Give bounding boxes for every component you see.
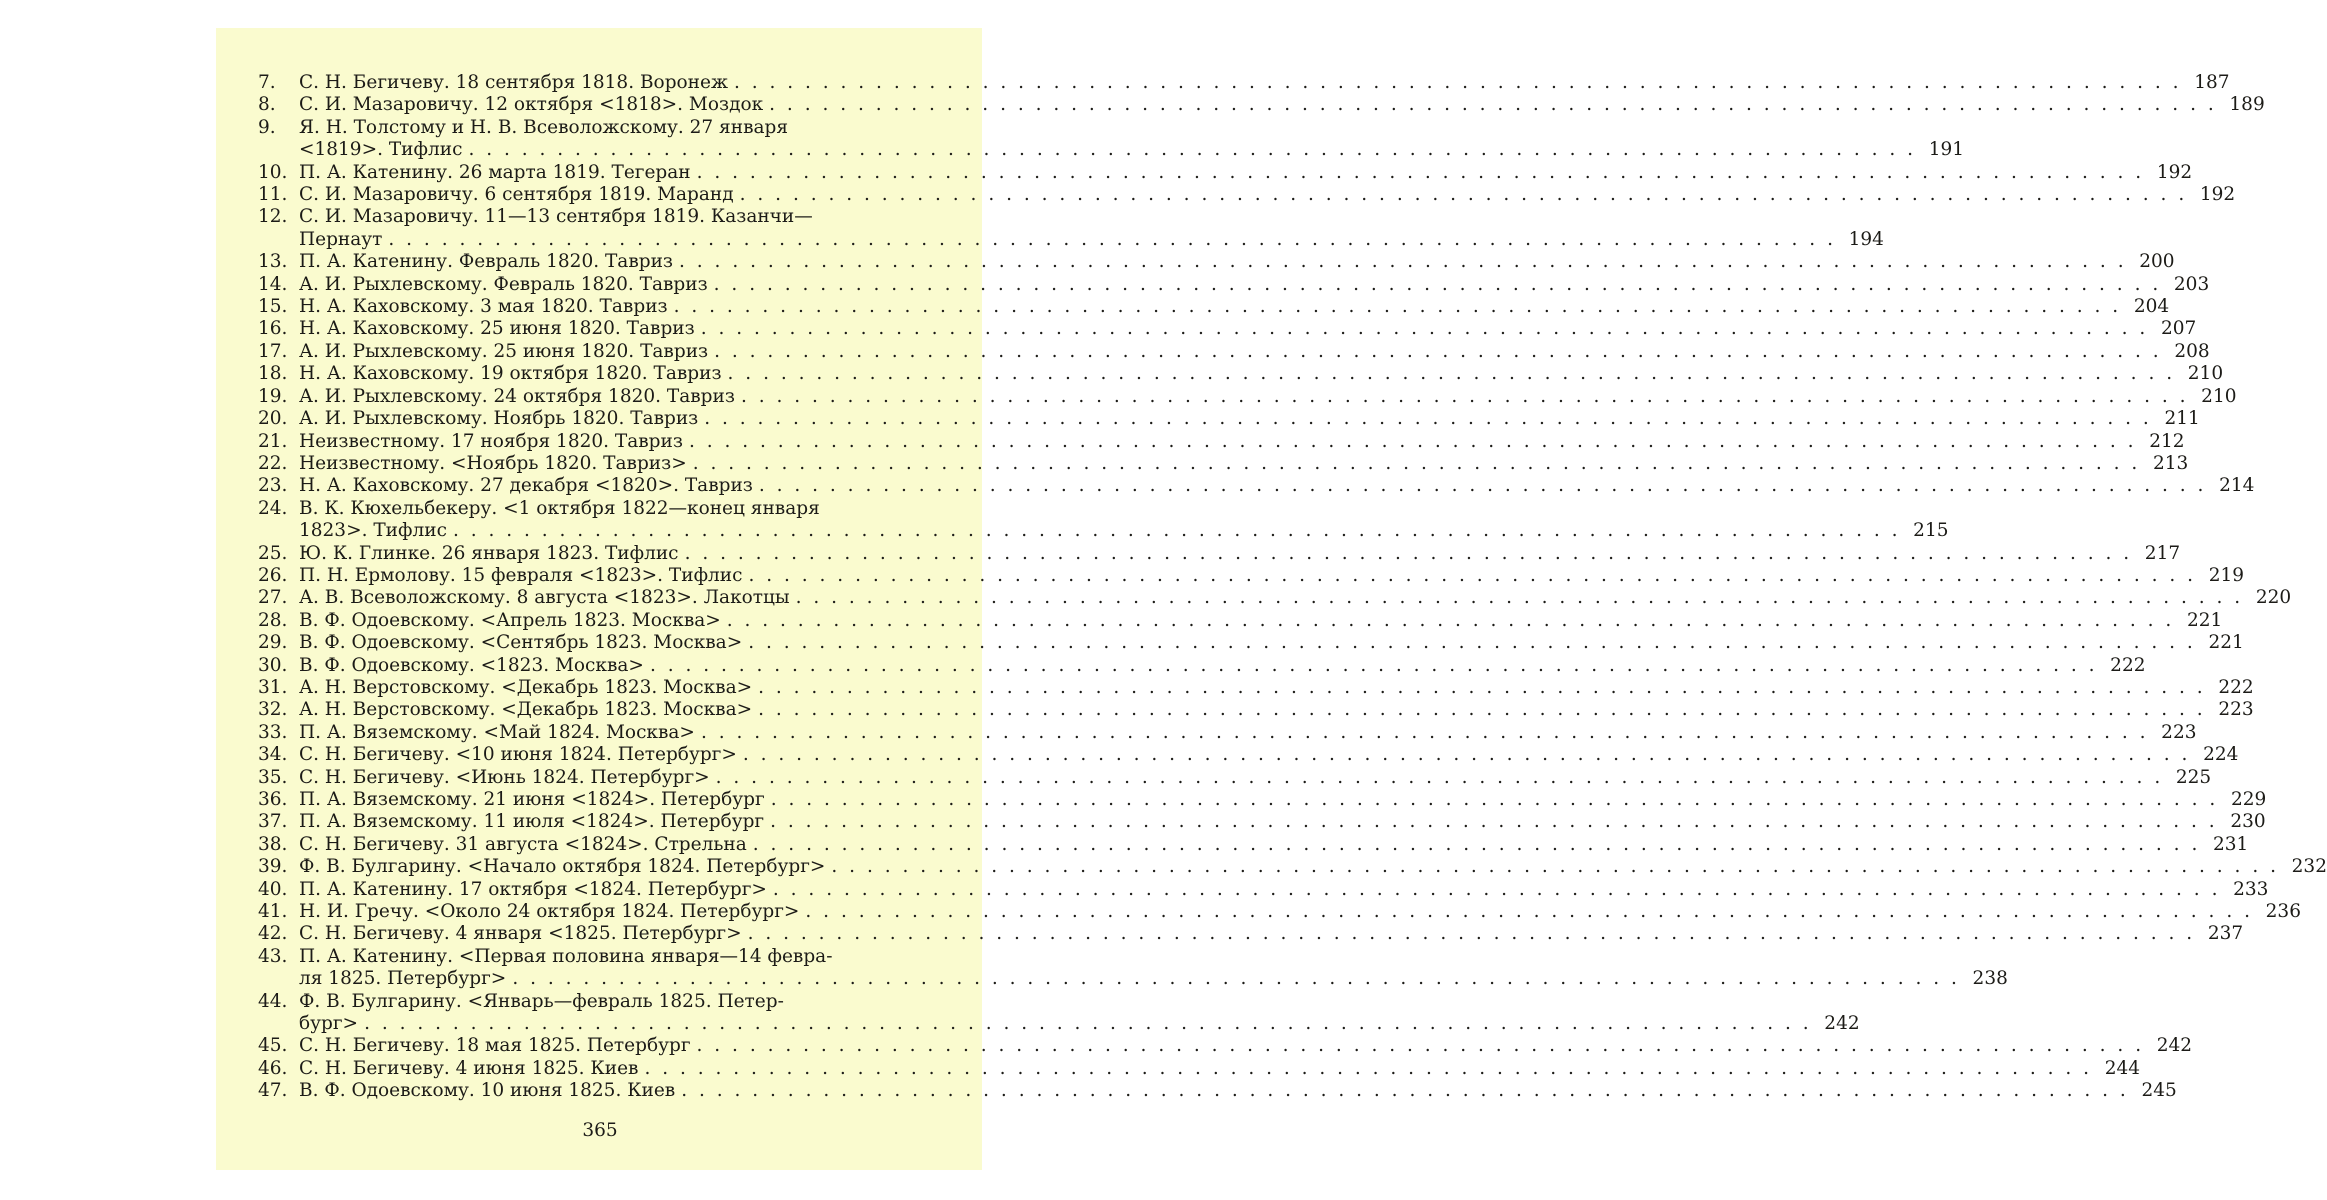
toc-entry: [258, 721, 2197, 744]
entry-number: 8.: [258, 94, 276, 116]
entry-title: А. Н. Верстовскому. <Декабрь 1823. Москва>: [299, 676, 753, 698]
entry-title: <1819>. Тифлис: [299, 139, 463, 161]
toc-entry: [258, 744, 2239, 766]
dot-leader: [701, 722, 2149, 744]
entry-line: [299, 1035, 2193, 1057]
entry-title: В. Ф. Одоевскому. <Сентябрь 1823. Москва>: [299, 632, 743, 654]
toc-entry: [258, 923, 2244, 945]
entry-title: П. А. Вяземскому. <Май 1824. Москва>: [299, 721, 695, 743]
entry-body: [299, 94, 2265, 116]
entry-line: [299, 632, 2244, 654]
entry-title: С. Н. Бегичеву. 4 января <1825. Петербург>: [299, 923, 742, 945]
entry-body: [299, 654, 2146, 677]
entry-title: Н. А. Каховскому. 3 мая 1820. Тавриз: [299, 296, 668, 318]
page-reference: 213: [2152, 452, 2189, 474]
entry-body: [299, 564, 2245, 587]
entry-line: [299, 206, 882, 228]
entry-line: [299, 789, 2267, 811]
entry-number: 46.: [258, 1057, 288, 1079]
entry-body: [299, 811, 2266, 833]
entry-title: С. Н. Бегичеву. 4 июня 1825. Киев: [299, 1057, 639, 1079]
page-reference: 231: [2213, 833, 2249, 855]
dot-leader: [674, 296, 2122, 318]
entry-body: [299, 475, 2255, 497]
page-reference: 189: [2229, 94, 2265, 116]
page-reference: 203: [2173, 273, 2210, 295]
page-reference: 224: [2203, 744, 2239, 766]
dot-leader: [650, 655, 2098, 677]
entry-body: [299, 901, 2301, 923]
dot-leader: [681, 1080, 2129, 1102]
dot-leader: [758, 677, 2206, 699]
entry-title: С. Н. Бегичеву. 18 мая 1825. Петербург: [299, 1035, 691, 1057]
page-reference: 220: [2255, 587, 2292, 609]
entry-line: [299, 117, 882, 139]
entry-line: [299, 363, 2224, 385]
toc-entry: [258, 72, 2230, 94]
entry-line: [299, 923, 2244, 945]
entry-title: С. Н. Бегичеву. <Июнь 1824. Петербург>: [299, 766, 710, 788]
toc-entry: [258, 340, 2210, 363]
entry-title: П. А. Катенину. 26 марта 1819. Тегеран: [299, 161, 691, 183]
entry-line: [299, 542, 2181, 565]
dot-leader: [769, 94, 2217, 116]
page-reference: 233: [2233, 878, 2269, 900]
page-reference: 208: [2174, 340, 2210, 362]
dot-leader: [689, 431, 2137, 453]
page-reference: 232: [2291, 856, 2327, 878]
page-reference: 211: [2164, 408, 2200, 430]
entry-body: [299, 206, 1884, 251]
entry-title: ля 1825. Петербург>: [299, 968, 507, 990]
toc-entry: [258, 251, 2175, 273]
entry-title: Н. И. Гречу. <Около 24 октября 1824. Петербург>: [299, 901, 800, 923]
entry-line: [299, 452, 2189, 475]
entry-body: [299, 789, 2267, 811]
page-reference: 222: [2110, 654, 2146, 676]
entry-line: [299, 1013, 1860, 1035]
entry-line: [299, 318, 2197, 340]
entry-number: 11.: [258, 184, 288, 206]
entry-line: [299, 296, 2170, 318]
entry-number: 15.: [258, 296, 288, 318]
dot-leader: [697, 1035, 2145, 1057]
toc-entry: [258, 878, 2269, 901]
entry-number: 25.: [258, 542, 288, 564]
entry-title: Пернаут: [299, 228, 383, 250]
entry-body: [299, 161, 2193, 184]
dot-leader: [364, 1013, 1812, 1035]
dot-leader: [748, 923, 2196, 945]
dot-leader: [679, 251, 2127, 273]
entry-body: [299, 945, 2008, 991]
page-reference: 238: [1972, 968, 2008, 990]
page-reference: 192: [2156, 161, 2193, 183]
toc-entry: [258, 1057, 2140, 1080]
dot-leader: [512, 968, 1960, 990]
page-reference: 223: [2218, 699, 2254, 721]
toc-entry: [258, 856, 2327, 878]
entry-number: 30.: [258, 654, 288, 676]
entry-body: [299, 452, 2189, 475]
entry-line: [299, 184, 2236, 206]
entry-number: 16.: [258, 318, 288, 340]
dot-leader: [805, 901, 2253, 923]
entry-number: 47.: [258, 1080, 288, 1102]
entry-title: А. Н. Верстовскому. <Декабрь 1823. Москва>: [299, 699, 753, 721]
dot-leader: [704, 408, 2152, 430]
toc-entry: [258, 116, 1964, 162]
dot-leader: [773, 879, 2221, 901]
page-reference: 200: [2139, 251, 2175, 273]
entry-number: 13.: [258, 251, 288, 273]
entry-body: [299, 699, 2254, 721]
entry-line: [299, 564, 2245, 587]
entry-line: [299, 856, 2327, 878]
entry-body: [299, 632, 2244, 654]
entry-body: [299, 744, 2239, 766]
page-reference: 219: [2208, 564, 2245, 586]
entry-line: [299, 161, 2193, 184]
page-reference: 210: [2201, 385, 2237, 407]
dot-leader: [748, 632, 2196, 654]
dot-leader: [727, 610, 2175, 632]
entry-number: 43.: [258, 945, 288, 967]
entry-title: А. И. Рыхлевскому. Ноябрь 1820. Тавриз: [299, 408, 699, 430]
entry-number: 24.: [258, 497, 288, 519]
dot-leader: [734, 72, 2182, 94]
entry-number: 38.: [258, 833, 288, 855]
toc-entry: [258, 587, 2292, 609]
page-reference: 222: [2218, 676, 2254, 698]
entry-number: 10.: [258, 161, 288, 183]
dot-leader: [743, 744, 2191, 766]
entry-title: П. А. Вяземскому. 21 июня <1824>. Петербург: [299, 789, 765, 810]
entry-body: [299, 1035, 2193, 1057]
entry-line: [299, 946, 882, 968]
toc-entry: [258, 766, 2212, 789]
entry-number: 41.: [258, 901, 288, 923]
entry-line: [299, 654, 2146, 677]
toc-entry: [258, 296, 2170, 318]
entry-body: [299, 878, 2269, 901]
entry-line: [299, 340, 2210, 363]
toc-entry: [258, 408, 2200, 430]
entry-line: [299, 721, 2197, 744]
entry-body: [299, 385, 2237, 408]
toc-entry: [258, 206, 1884, 251]
entry-body: [299, 296, 2170, 318]
dot-leader: [468, 139, 1916, 161]
toc-entry: [258, 542, 2181, 565]
dot-leader: [685, 543, 2133, 565]
entry-line: [299, 273, 2210, 296]
entry-title: С. И. Мазаровичу. 6 сентября 1819. Маранд: [299, 184, 734, 206]
entry-body: [299, 318, 2197, 340]
entry-number: 28.: [258, 609, 288, 631]
page-number: 365: [582, 1120, 618, 1141]
entry-number: 37.: [258, 811, 288, 833]
entry-title: Н. А. Каховскому. 27 декабря <1820>. Тавриз: [299, 475, 753, 497]
page-reference: 242: [2156, 1035, 2193, 1057]
entry-line: [299, 968, 2008, 990]
toc-entry: [258, 430, 2185, 453]
entry-title: В. Ф. Одоевскому. 10 июня 1825. Киев: [299, 1080, 676, 1102]
table-of-contents: [258, 72, 2327, 1103]
entry-title: П. А. Катенину. Февраль 1820. Тавриз: [299, 251, 674, 273]
entry-body: [299, 116, 1964, 162]
entry-body: [299, 923, 2244, 945]
entry-title: А. И. Рыхлевскому. 24 октября 1820. Тавриз: [299, 385, 735, 407]
entry-line: [299, 251, 2175, 273]
page-reference: 214: [2219, 475, 2255, 497]
entry-title: В. К. Кюхельбекеру. <1 октября 1822—конец января: [299, 497, 820, 519]
toc-entry: [258, 609, 2223, 632]
entry-body: [299, 363, 2224, 385]
entry-line: [299, 228, 1884, 251]
page-reference: 191: [1928, 139, 1964, 161]
entry-line: [299, 991, 882, 1013]
entry-number: 17.: [258, 340, 288, 362]
dot-leader: [644, 1058, 2092, 1080]
entry-title: В. Ф. Одоевскому. <Апрель 1823. Москва>: [299, 609, 721, 631]
entry-line: [299, 385, 2237, 408]
page-reference: 187: [2194, 72, 2230, 93]
dot-leader: [714, 274, 2162, 296]
dot-leader: [693, 453, 2141, 475]
entry-title: П. А. Катенину. <Первая половина января—14 февра-: [299, 945, 833, 967]
dot-leader: [770, 811, 2218, 833]
dot-leader: [740, 184, 2188, 206]
entry-number: 36.: [258, 789, 288, 810]
toc-entry: [258, 318, 2197, 340]
entry-title: Ф. В. Булгарину. <Начало октября 1824. Петербург>: [299, 856, 826, 878]
page-reference: 236: [2265, 901, 2301, 923]
page-reference: 244: [2104, 1057, 2140, 1079]
entry-line: [299, 475, 2255, 497]
toc-entry: [258, 699, 2254, 721]
entry-body: [299, 273, 2210, 296]
entry-body: [299, 587, 2292, 609]
toc-entry: [258, 497, 1949, 543]
entry-body: [299, 609, 2223, 632]
entry-number: 9.: [258, 116, 276, 138]
dot-leader: [701, 318, 2149, 340]
toc-entry: [258, 945, 2008, 991]
entry-body: [299, 1057, 2140, 1080]
toc-entry: [258, 273, 2210, 296]
toc-entry: [258, 1035, 2193, 1057]
entry-body: [299, 72, 2230, 94]
entry-title: П. А. Катенину. 17 октября <1824. Петербург>: [299, 878, 767, 900]
entry-number: 44.: [258, 990, 288, 1012]
entry-body: [299, 833, 2249, 856]
page-reference: 221: [2187, 609, 2223, 631]
entry-body: [299, 856, 2327, 878]
entry-number: 19.: [258, 385, 288, 407]
toc-entry: [258, 1080, 2177, 1102]
dot-leader: [771, 789, 2219, 811]
dot-leader: [741, 386, 2189, 408]
entry-line: [299, 901, 2301, 923]
entry-number: 29.: [258, 632, 288, 654]
entry-line: [299, 94, 2265, 116]
toc-entry: [258, 184, 2236, 206]
entry-line: [299, 72, 2230, 94]
page-reference: 215: [1913, 520, 1949, 542]
page-reference: 210: [2187, 363, 2224, 385]
entry-title: С. И. Мазаровичу. 11—13 сентября 1819. Казанчи—: [299, 206, 813, 228]
entry-number: 23.: [258, 475, 288, 497]
entry-number: 20.: [258, 408, 288, 430]
entry-number: 7.: [258, 72, 276, 93]
toc-entry: [258, 811, 2266, 833]
entry-title: Н. А. Каховскому. 19 октября 1820. Тавриз: [299, 363, 722, 385]
page-reference: 229: [2230, 789, 2267, 810]
dot-leader: [759, 475, 2207, 497]
entry-number: 35.: [258, 766, 288, 788]
entry-title: С. Н. Бегичеву. <10 июня 1824. Петербург>: [299, 744, 737, 766]
entry-line: [299, 676, 2254, 699]
dot-leader: [697, 162, 2145, 184]
entry-title: А. И. Рыхлевскому. 25 июня 1820. Тавриз: [299, 340, 709, 362]
entry-line: [299, 520, 1949, 542]
entry-title: П. Н. Ермолову. 15 февраля <1823>. Тифлис: [299, 564, 743, 586]
entry-line: [299, 498, 882, 520]
entry-number: 18.: [258, 363, 288, 385]
dot-leader: [714, 341, 2162, 363]
entry-line: [299, 766, 2212, 789]
page-reference: 223: [2161, 721, 2197, 743]
toc-entry: [258, 990, 1860, 1036]
dot-leader: [831, 856, 2279, 878]
entry-line: [299, 430, 2185, 453]
page-reference: 217: [2144, 542, 2181, 564]
entry-title: С. И. Мазаровичу. 12 октября <1818>. Моздок: [299, 94, 764, 116]
entry-number: 42.: [258, 923, 288, 945]
entry-body: [299, 676, 2254, 699]
entry-line: [299, 609, 2223, 632]
entry-title: бург>: [299, 1013, 359, 1035]
entry-number: 21.: [258, 430, 288, 452]
entry-title: Неизвестному. 17 ноября 1820. Тавриз: [299, 430, 683, 452]
toc-entry: [258, 632, 2244, 654]
dot-leader: [758, 699, 2206, 721]
page-reference: 204: [2133, 296, 2170, 318]
page-reference: 194: [1848, 228, 1884, 250]
entry-line: [299, 408, 2200, 430]
dot-leader: [796, 587, 2244, 609]
dot-leader: [749, 565, 2197, 587]
entry-line: [299, 878, 2269, 901]
entry-body: [299, 542, 2181, 565]
dot-leader: [388, 229, 1836, 251]
entry-number: 31.: [258, 676, 288, 698]
page-reference: 225: [2175, 766, 2212, 788]
entry-number: 34.: [258, 744, 288, 766]
entry-title: С. Н. Бегичеву. 31 августа <1824>. Стрельна: [299, 833, 747, 855]
entry-line: [299, 811, 2266, 833]
entry-body: [299, 766, 2212, 789]
entry-number: 26.: [258, 564, 288, 586]
entry-number: 32.: [258, 699, 288, 721]
toc-entry: [258, 363, 2224, 385]
entry-line: [299, 699, 2254, 721]
dot-leader: [716, 767, 2164, 789]
entry-line: [299, 139, 1964, 161]
entry-line: [299, 833, 2249, 856]
toc-entry: [258, 901, 2301, 923]
entry-number: 14.: [258, 273, 288, 295]
toc-entry: [258, 833, 2249, 856]
toc-entry: [258, 94, 2265, 116]
entry-number: 27.: [258, 587, 288, 609]
toc-entry: [258, 564, 2245, 587]
entry-title: С. Н. Бегичеву. 18 сентября 1818. Воронеж: [299, 72, 728, 93]
page-reference: 242: [1824, 1013, 1860, 1035]
entry-number: 22.: [258, 452, 288, 474]
entry-title: Ю. К. Глинке. 26 января 1823. Тифлис: [299, 542, 679, 564]
entry-title: А. В. Всеволожскому. 8 августа <1823>. Лакотцы: [299, 587, 790, 609]
page-reference: 192: [2199, 184, 2236, 206]
entry-line: [299, 1057, 2140, 1080]
entry-body: [299, 251, 2175, 273]
entry-body: [299, 497, 1949, 543]
entry-body: [299, 340, 2210, 363]
page-reference: 221: [2208, 632, 2244, 654]
entry-title: 1823>. Тифлис: [299, 520, 447, 542]
entry-body: [299, 184, 2236, 206]
entry-title: В. Ф. Одоевскому. <1823. Москва>: [299, 654, 644, 676]
entry-number: 39.: [258, 856, 288, 878]
entry-title: А. И. Рыхлевскому. Февраль 1820. Тавриз: [299, 273, 708, 295]
entry-title: Неизвестному. <Ноябрь 1820. Тавриз>: [299, 452, 687, 474]
toc-entry: [258, 475, 2255, 497]
toc-entry: [258, 654, 2146, 677]
entry-title: П. А. Вяземскому. 11 июля <1824>. Петербург: [299, 811, 765, 833]
dot-leader: [753, 834, 2201, 856]
entry-title: Н. А. Каховскому. 25 июня 1820. Тавриз: [299, 318, 695, 340]
toc-entry: [258, 385, 2237, 408]
page-reference: 230: [2230, 811, 2266, 833]
entry-number: 40.: [258, 878, 288, 900]
toc-entry: [258, 789, 2267, 811]
entry-body: [299, 430, 2185, 453]
entry-body: [299, 1080, 2177, 1102]
entry-line: [299, 744, 2239, 766]
toc-entry: [258, 676, 2254, 699]
toc-entry: [258, 161, 2193, 184]
entry-number: 45.: [258, 1035, 288, 1057]
entry-number: 12.: [258, 206, 288, 228]
entry-number: 33.: [258, 721, 288, 743]
entry-body: [299, 990, 1860, 1036]
page-reference: 212: [2149, 430, 2185, 452]
entry-line: [299, 587, 2292, 609]
dot-leader: [453, 520, 1901, 542]
toc-entry: [258, 452, 2189, 475]
dot-leader: [728, 363, 2176, 385]
entry-title: Ф. В. Булгарину. <Январь—февраль 1825. Петер-: [299, 990, 784, 1012]
page-reference: 237: [2207, 923, 2244, 945]
entry-line: [299, 1080, 2177, 1102]
page-reference: 245: [2141, 1080, 2177, 1102]
entry-body: [299, 721, 2197, 744]
entry-body: [299, 408, 2200, 430]
page-reference: 207: [2160, 318, 2197, 340]
entry-title: Я. Н. Толстому и Н. В. Всеволожскому. 27 января: [299, 116, 789, 138]
